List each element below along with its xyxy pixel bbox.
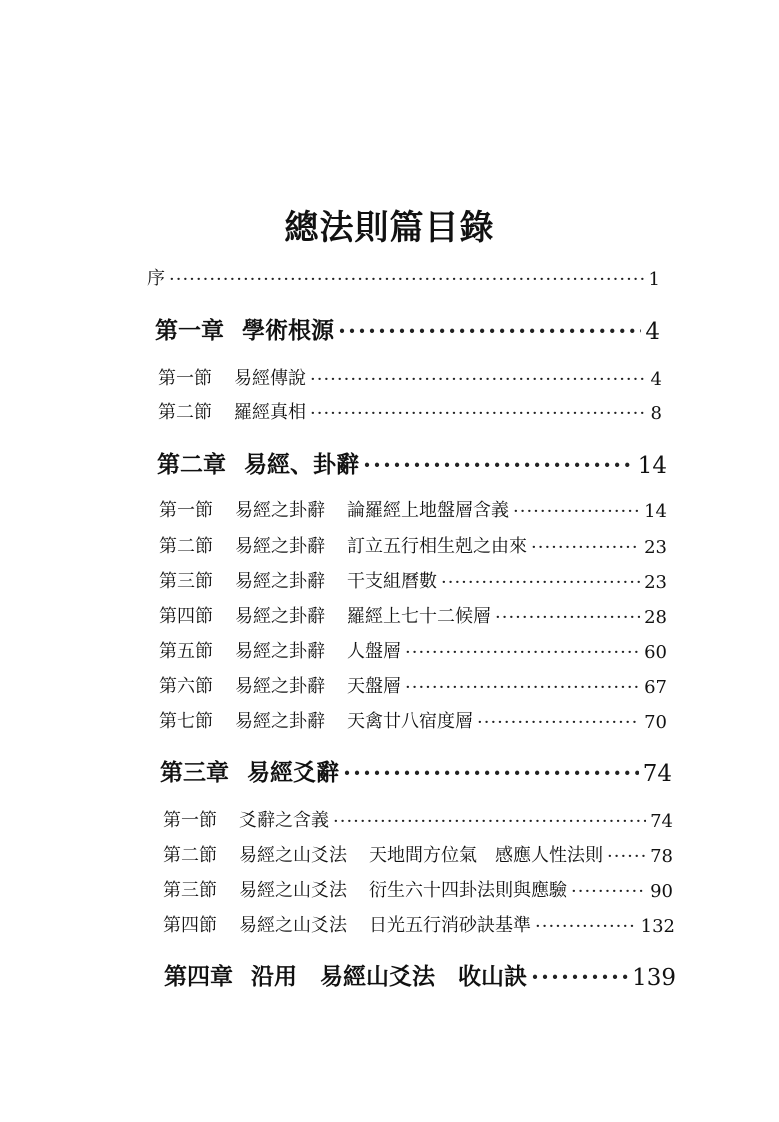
chapter-title: 易經爻辭 — [247, 760, 339, 786]
page-number: 90 — [650, 881, 673, 902]
toc-entry-chapter-1[interactable] — [155, 312, 660, 345]
page-number: 14 — [644, 501, 667, 522]
toc-entry-section[interactable] — [159, 637, 667, 663]
toc-entry-section[interactable] — [159, 672, 667, 698]
dot-leader — [333, 811, 646, 832]
page-number: 74 — [642, 761, 672, 787]
preface-label: 序 — [147, 268, 165, 289]
dot-leader — [513, 501, 640, 522]
toc-entry-preface[interactable] — [147, 264, 660, 290]
dot-leader — [363, 452, 634, 479]
toc-entry-section[interactable] — [159, 567, 667, 593]
chapter-heading — [157, 446, 359, 479]
dot-leader — [169, 269, 645, 290]
dot-leader — [571, 881, 646, 902]
section-title: 易經之卦辭 — [235, 536, 325, 557]
section-title: 易經之卦辭 — [235, 641, 325, 662]
toc-entry-section[interactable] — [163, 806, 673, 832]
section-title: 易經之卦辭 — [235, 500, 325, 521]
page-number: 4 — [650, 369, 662, 390]
chapter-title: 易經、卦辭 — [244, 452, 359, 478]
chapter-title: 沿用 易經山爻法 收山訣 — [251, 964, 527, 990]
toc-entry-chapter-2[interactable] — [157, 446, 667, 479]
dot-leader — [310, 403, 647, 424]
toc-entry-section[interactable] — [159, 707, 667, 733]
toc-entry-section[interactable] — [163, 876, 673, 902]
page-number: 4 — [645, 319, 660, 345]
section-number: 第七節 — [159, 711, 213, 732]
chapter-heading — [164, 958, 527, 991]
page-number: 60 — [644, 642, 667, 663]
page-title: 總法則篇目錄 — [284, 208, 495, 248]
section-subtitle: 日光五行消砂訣基準 — [369, 915, 531, 936]
section-subtitle: 天禽廿八宿度層 — [347, 711, 473, 732]
section-subtitle: 訂立五行相生剋之由來 — [347, 536, 527, 557]
page-number: 23 — [644, 537, 667, 558]
section-title: 羅經真相 — [234, 402, 306, 423]
page-number: 74 — [650, 811, 673, 832]
chapter-number: 第二章 — [157, 452, 226, 478]
page-number: 139 — [632, 965, 676, 991]
section-number: 第五節 — [159, 641, 213, 662]
section-number: 第二節 — [158, 402, 212, 423]
page-number: 78 — [650, 846, 673, 867]
chapter-heading — [160, 754, 339, 787]
toc-entry-chapter-3[interactable] — [160, 754, 672, 787]
dot-leader — [405, 677, 640, 698]
page-number: 70 — [644, 712, 667, 733]
chapter-number: 第三章 — [160, 760, 229, 786]
section-number: 第一節 — [158, 368, 212, 389]
toc-entry-section[interactable] — [158, 364, 662, 390]
dot-leader — [343, 760, 639, 787]
dot-leader — [535, 916, 637, 937]
section-number: 第三節 — [163, 880, 217, 901]
dot-leader — [531, 537, 640, 558]
section-number: 第二節 — [159, 536, 213, 557]
page-number: 28 — [644, 607, 667, 628]
page-number: 1 — [648, 269, 660, 290]
dot-leader — [310, 369, 647, 390]
section-title: 易經之山爻法 — [239, 845, 347, 866]
section-title: 易經之卦辭 — [235, 606, 325, 627]
section-subtitle: 衍生六十四卦法則與應驗 — [369, 880, 567, 901]
section-subtitle: 論羅經上地盤層含義 — [347, 500, 509, 521]
section-title: 易經之山爻法 — [239, 880, 347, 901]
section-number: 第二節 — [163, 845, 217, 866]
section-subtitle: 羅經上七十二候層 — [347, 606, 491, 627]
section-number: 第六節 — [159, 676, 213, 697]
section-number: 第四節 — [163, 915, 217, 936]
toc-entry-chapter-4[interactable] — [164, 958, 676, 991]
section-title: 易經之卦辭 — [235, 711, 325, 732]
chapter-number: 第四章 — [164, 964, 233, 990]
section-number: 第四節 — [159, 606, 213, 627]
section-subtitle: 天地間方位氣 感應人性法則 — [369, 845, 603, 866]
toc-entry-section[interactable] — [159, 602, 667, 628]
page-number: 8 — [650, 403, 662, 424]
dot-leader — [531, 964, 628, 991]
dot-leader — [607, 846, 646, 867]
toc-entry-section[interactable] — [163, 911, 675, 937]
section-title: 易經之卦辭 — [235, 676, 325, 697]
section-number: 第一節 — [159, 500, 213, 521]
page-number: 132 — [640, 916, 675, 937]
toc-entry-section[interactable] — [158, 398, 662, 424]
toc-entry-section[interactable] — [159, 496, 667, 522]
dot-leader — [477, 712, 640, 733]
chapter-heading — [155, 312, 334, 345]
section-title: 易經之卦辭 — [235, 571, 325, 592]
dot-leader — [495, 607, 640, 628]
dot-leader — [405, 642, 640, 663]
page-number: 23 — [644, 572, 667, 593]
section-subtitle: 干支組曆數 — [347, 571, 437, 592]
section-title: 易經傳說 — [234, 368, 306, 389]
section-title: 易經之山爻法 — [239, 915, 347, 936]
section-subtitle: 天盤層 — [347, 676, 401, 697]
section-number: 第一節 — [163, 810, 217, 831]
chapter-number: 第一章 — [155, 318, 224, 344]
page-number: 67 — [644, 677, 667, 698]
section-title: 爻辭之含義 — [239, 810, 329, 831]
section-number: 第三節 — [159, 571, 213, 592]
dot-leader — [338, 318, 641, 345]
toc-entry-section[interactable] — [159, 532, 667, 558]
dot-leader — [441, 572, 640, 593]
toc-entry-section[interactable] — [163, 841, 673, 867]
chapter-title: 學術根源 — [242, 318, 334, 344]
section-subtitle: 人盤層 — [347, 641, 401, 662]
page-number: 14 — [637, 453, 667, 479]
